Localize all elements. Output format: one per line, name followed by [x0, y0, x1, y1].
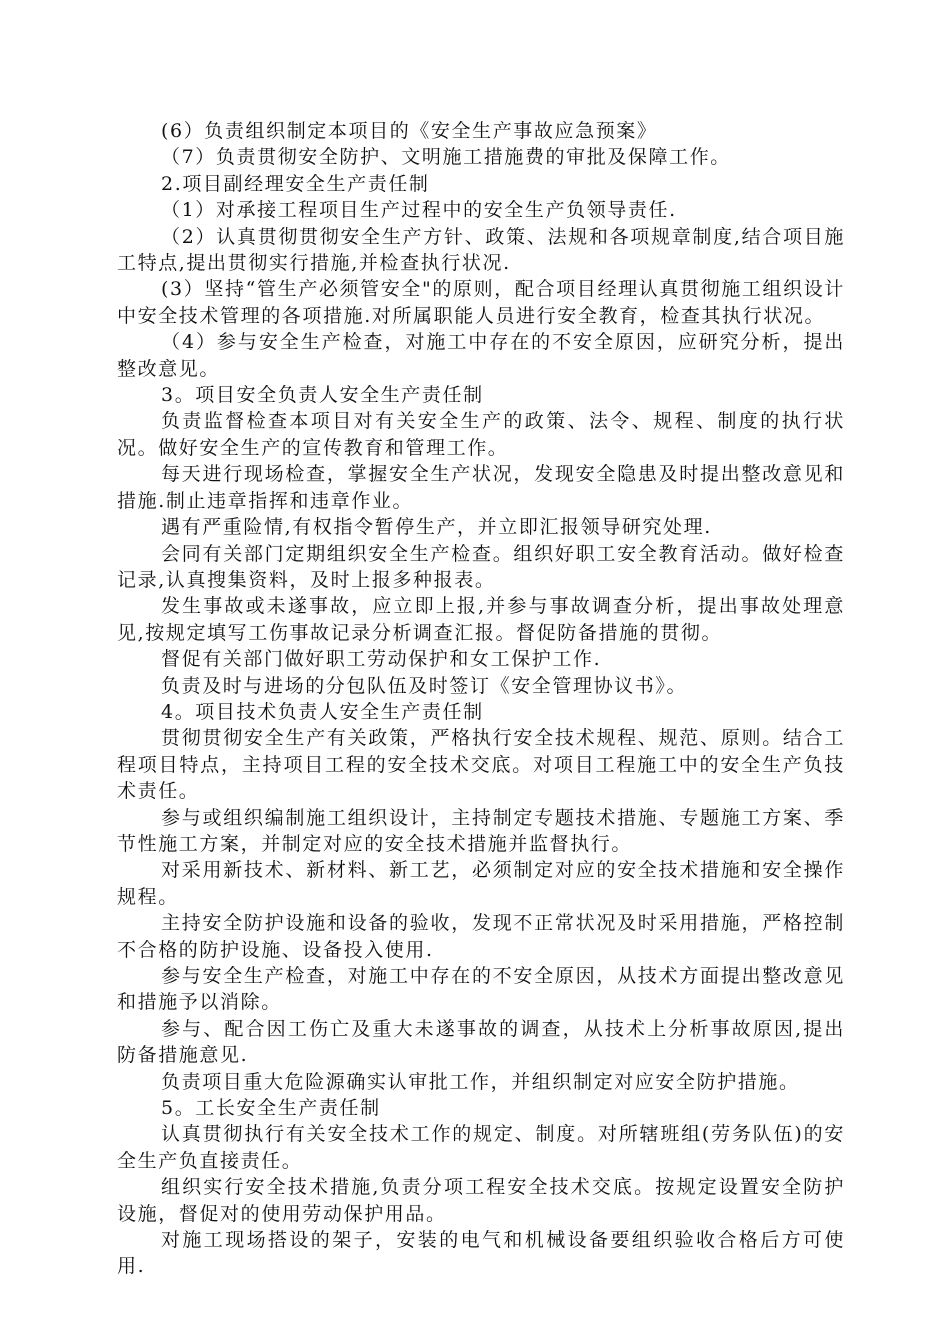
paragraph: （1）对承接工程项目生产过程中的安全生产负领导责任.	[161, 199, 677, 222]
paragraph: 负责监督检查本项目对有关安全生产的政策、法令、规程、制度的执行状况。做好安全生产的宣传教育和管理工作。	[117, 410, 845, 459]
paragraph: 对采用新技术、新材料、新工艺，必须制定对应的安全技术措施和安全操作规程。	[117, 859, 845, 908]
paragraph: 负责及时与进场的分包队伍及时签订《安全管理协议书》。	[161, 674, 688, 697]
paragraph: 参与或组织编制施工组织设计，主持制定专题技术措施、专题施工方案、季节性施工方案，并制定对应的安全技术措施并监督执行。	[117, 806, 845, 855]
document-body	[117, 118, 845, 1280]
section-heading: 4。项目技术负责人安全生产责任制	[161, 700, 484, 723]
paragraph: (6）负责组织制定本项目的《安全生产事故应急预案》	[161, 120, 658, 142]
paragraph: 督促有关部门做好职工劳动保护和女工保护工作.	[161, 648, 602, 671]
paragraph: 参与安全生产检查，对施工中存在的不安全原因，从技术方面提出整改意见和措施予以消除。	[117, 965, 845, 1014]
paragraph: （2）认真贯彻贯彻安全生产方针、政策、法规和各项规章制度,结合项目施工特点,提出贯彻实行措施,并检查执行状况.	[117, 225, 845, 275]
paragraph: （7）负责贯彻安全防护、文明施工措施费的审批及保障工作。	[161, 146, 731, 169]
paragraph: 每天进行现场检查，掌握安全生产状况，发现安全隐患及时提出整改意见和措施.制止违章指挥和违章作业。	[117, 463, 845, 512]
paragraph: 会同有关部门定期组织安全生产检查。组织好职工安全教育活动。做好检查记录,认真搜集资料，及时上报多种报表。	[117, 542, 845, 591]
paragraph: (3）坚持“管生产必须管安全"的原则，配合项目经理认真贯彻施工组织设计中安全技术管理的各项措施.对所属职能人员进行安全教育，检查其执行状况。	[117, 278, 845, 327]
paragraph: 认真贯彻执行有关安全技术工作的规定、制度。对所辖班组(劳务队伍)的安全生产负直接责任。	[117, 1123, 845, 1172]
paragraph: （4）参与安全生产检查，对施工中存在的不安全原因，应研究分析，提出整改意见。	[117, 331, 845, 380]
paragraph: 遇有严重险情,有权指令暂停生产，并立即汇报领导研究处理.	[161, 516, 712, 539]
paragraph: 主持安全防护设施和设备的验收，发现不正常状况及时采用措施，严格控制不合格的防护设施、设备投入使用.	[117, 912, 845, 961]
paragraph: 参与、配合因工伤亡及重大未遂事故的调查，从技术上分析事故原因,提出防备措施意见.	[117, 1017, 845, 1067]
paragraph: 对施工现场搭设的架子，安装的电气和机械设备要组织验收合格后方可使用.	[117, 1229, 845, 1278]
paragraph: 组织实行安全技术措施,负责分项工程安全技术交底。按规定设置安全防护设施，督促对的使用劳动保护用品。	[117, 1176, 845, 1225]
paragraph: 贯彻贯彻安全生产有关政策，严格执行安全技术规程、规范、原则。结合工程项目特点，主持项目工程的安全技术交底。对项目工程施工中的安全生产负技术责任。	[117, 727, 845, 803]
paragraph: 发生事故或未遂事故，应立即上报,并参与事故调查分析，提出事故处理意见,按规定填写工伤事故记录分析调查汇报。督促防备措施的贯彻。	[117, 595, 845, 644]
section-heading: 5。工长安全生产责任制	[161, 1097, 381, 1120]
paragraph: 负责项目重大危险源确实认审批工作，并组织制定对应安全防护措施。	[161, 1070, 800, 1093]
section-heading: 3。项目安全负责人安全生产责任制	[161, 384, 484, 407]
section-heading: 2.项目副经理安全生产责任制	[161, 172, 430, 195]
